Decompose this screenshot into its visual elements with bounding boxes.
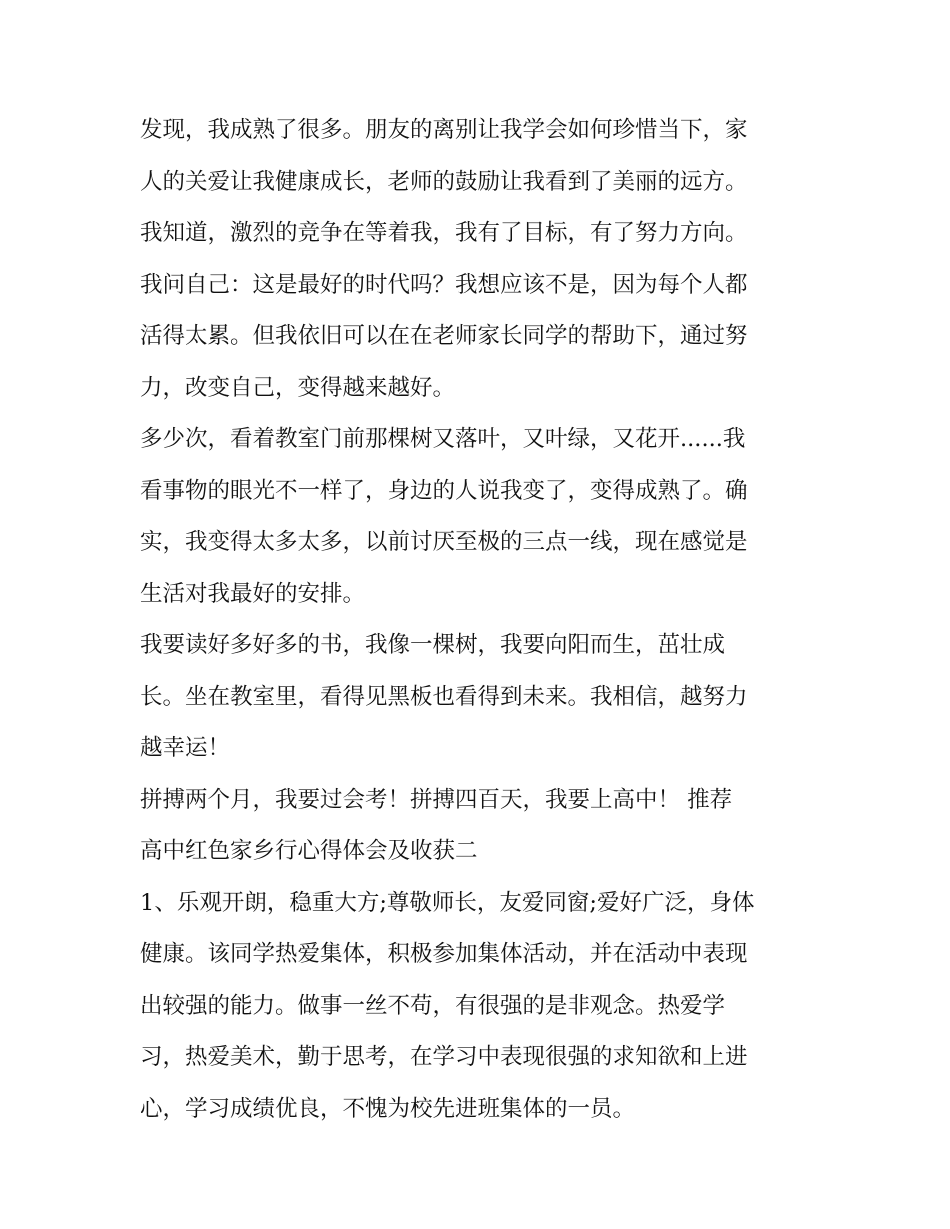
text-line: 我要读好多好多的书，我像一棵树，我要向阳而生，茁壮成	[140, 632, 726, 658]
text-line: 1、乐观开朗，稳重大方;尊敬师长，友爱同窗;爱好广泛，身体	[140, 889, 755, 916]
text-line: 活得太累。但我依旧可以在在老师家长同学的帮助下，通过努	[140, 323, 748, 349]
text-line: 人的关爱让我健康成长，老师的鼓励让我看到了美丽的远方。	[140, 168, 748, 195]
text-line: 越幸运！	[140, 735, 231, 761]
document-body	[140, 105, 812, 1135]
text-line: 健康。该同学热爱集体，积极参加集体活动，并在活动中表现	[140, 941, 748, 967]
text-line: 力，改变自己，变得越来越好。	[140, 374, 456, 401]
text-line: 看事物的眼光不一样了，身边的人说我变了，变得成熟了。确	[140, 477, 748, 504]
text-line: 拼搏两个月，我要过会考！拼搏四百天，我要上高中！ 推荐	[140, 786, 733, 813]
text-line: 我问自己：这是最好的时代吗？我想应该不是，因为每个人都	[140, 271, 748, 298]
text-line: 心，学习成绩优良，不愧为校先进班集体的一员。	[140, 1095, 636, 1122]
text-line: 习，热爱美术，勤于思考，在学习中表现很强的求知欲和上进	[140, 1044, 748, 1070]
text-line: 生活对我最好的安排。	[140, 580, 366, 607]
text-line: 高中红色家乡行心得体会及收获二	[140, 838, 478, 864]
text-line: 我知道，激烈的竞争在等着我，我有了目标，有了努力方向。	[140, 220, 748, 246]
text-line: 长。坐在教室里，看得见黑板也看得到未来。我相信，越努力	[140, 683, 748, 710]
text-line: 多少次，看着教室门前那棵树又落叶，又叶绿，又花开......我	[140, 426, 746, 452]
text-line: 实，我变得太多太多，以前讨厌至极的三点一线，现在感觉是	[140, 529, 748, 555]
text-line: 发现，我成熟了很多。朋友的离别让我学会如何珍惜当下，家	[140, 117, 748, 143]
text-line: 出较强的能力。做事一丝不苟，有很强的是非观念。热爱学	[140, 992, 726, 1019]
